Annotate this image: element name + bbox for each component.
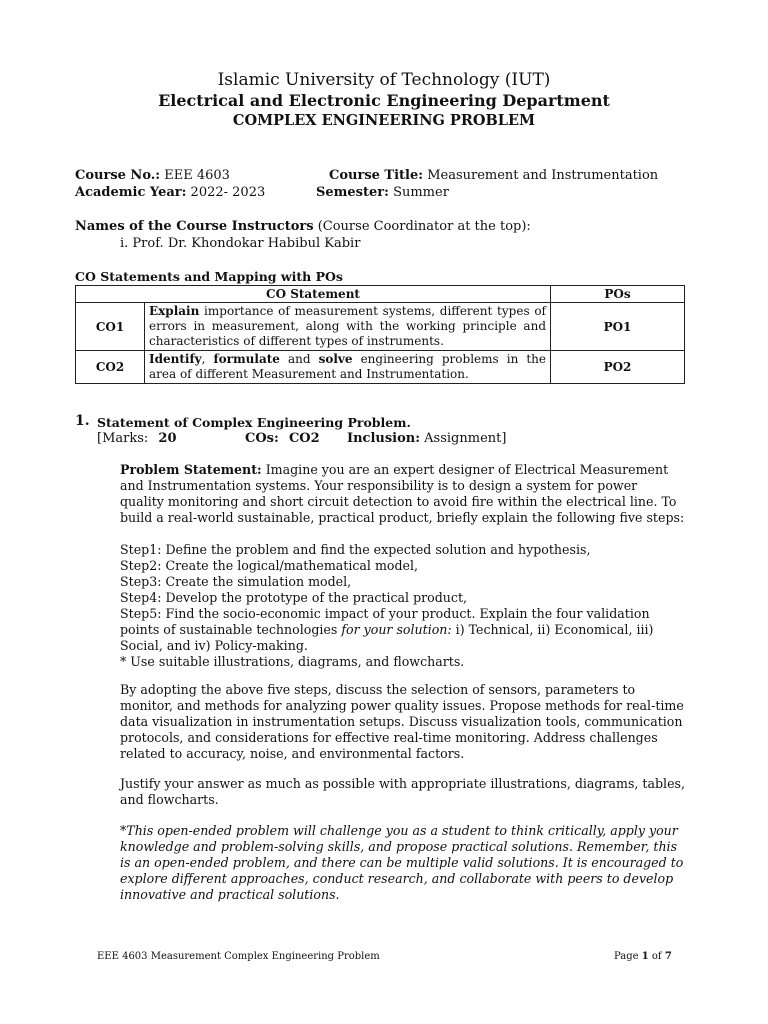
inclusion-info: Inclusion: Assignment] — [347, 431, 507, 446]
semester: Semester: Summer — [316, 185, 449, 200]
open-ended-note: *This open-ended problem will challenge you as a student to think critically, apply your knowledge and problem-solving skills, and propose practical solutions. Remember, this is an open-ended problem, and there can be multiple valid solutions. It is encouraged to explore different approaches, conduct research, and collaborate with peers to develop innovative and practical solutions. — [120, 823, 684, 902]
po-label: PO1 — [551, 303, 685, 351]
co-statement: Explain importance of measurement systems, different types of errors in measurement, along with the working principle and characteristics of different types of instruments. — [145, 303, 551, 351]
co-label: CO2 — [76, 351, 145, 384]
marks-info: [Marks: 20 — [97, 431, 177, 446]
po-label: PO2 — [551, 351, 685, 384]
document-title: COMPLEX ENGINEERING PROBLEM — [232, 112, 536, 129]
discussion-paragraph: By adopting the above five steps, discuss the selection of sensors, parameters to monitor, and methods for analyzing power quality issues. Propose methods for real-time data visualization in instrumentation setups. Discuss visualization tools, communication protocols, and considerations for effective real-time monitoring. Address challenges related to accuracy, noise, and environmental factors. — [120, 682, 684, 761]
university-name: Islamic University of Technology (IUT) — [217, 70, 551, 90]
table-row — [76, 351, 685, 384]
illustration-note: * Use suitable illustrations, diagrams, and flowcharts. — [120, 654, 465, 669]
problem-number: 1. — [75, 413, 90, 429]
step-item: Step3: Create the simulation model, — [120, 574, 352, 589]
step-item: Step2: Create the logical/mathematical model, — [120, 558, 419, 573]
course-no: Course No.: EEE 4603 — [75, 168, 230, 183]
instructor-item: i. Prof. Dr. Khondokar Habibul Kabir — [120, 236, 361, 251]
step-item: Step4: Develop the prototype of the practical product, — [120, 590, 468, 605]
footer-left: EEE 4603 Measurement Complex Engineering Problem — [97, 951, 380, 962]
co-statement-header: CO Statement — [76, 286, 551, 303]
justify-paragraph: Justify your answer as much as possible with appropriate illustrations, diagrams, tables, and flowcharts. — [120, 776, 685, 807]
department-name: Electrical and Electronic Engineering Department — [158, 91, 610, 110]
course-title: Course Title: Measurement and Instrumentation — [329, 168, 659, 183]
co-statement: Identify, formulate and solve engineering problems in the area of different Measurement and Instrumentation. — [145, 351, 551, 384]
academic-year: Academic Year: 2022- 2023 — [75, 185, 266, 200]
table-row — [76, 303, 685, 351]
co-mapping-table — [75, 285, 685, 384]
step-item: Step1: Define the problem and find the expected solution and hypothesis, — [120, 542, 591, 557]
pos-header: POs — [551, 286, 685, 303]
cos-info: COs: CO2 — [245, 431, 320, 446]
instructors-heading: Names of the Course Instructors (Course Coordinator at the top): — [75, 219, 531, 234]
steps-list — [120, 542, 685, 670]
table-header-row — [76, 286, 685, 303]
problem-heading: Statement of Complex Engineering Problem. — [97, 415, 411, 430]
page-number: Page 1 of 7 — [614, 951, 672, 962]
problem-statement: Problem Statement: Imagine you are an expert designer of Electrical Measurement and Instrumentation systems. Your responsibility is to design a system for power quality monitoring and short circuit detection to avoid fire within the electrical line. To build a real-world sustainable, practical product, briefly explain the following five steps: — [120, 462, 685, 525]
step-item: Step5: Find the socio-economic impact of your product. Explain the four validation points of sustainable technologies for your solution: i) Technical, ii) Economical, iii) Social, and iv) Policy-making. — [120, 606, 654, 653]
co-label: CO1 — [76, 303, 145, 351]
co-section-heading: CO Statements and Mapping with POs — [75, 269, 343, 284]
